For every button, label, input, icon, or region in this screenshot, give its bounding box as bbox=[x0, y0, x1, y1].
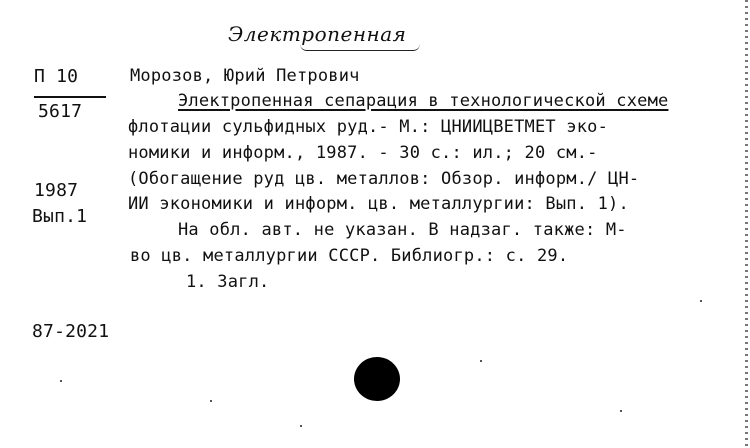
scan-speck bbox=[300, 425, 302, 427]
class-divider bbox=[34, 96, 106, 98]
scan-speck bbox=[480, 360, 482, 362]
year-label: 1987 bbox=[34, 180, 79, 201]
inventory-number: 5617 bbox=[38, 101, 83, 122]
author-heading: Морозов, Юрий Петрович bbox=[130, 66, 360, 86]
series-line-2: ИИ экономики и информ. цв. металлургии: Вып. 1). bbox=[128, 194, 629, 214]
scan-speck bbox=[620, 410, 622, 412]
scan-speck bbox=[60, 380, 62, 382]
accession-number: 87-2021 bbox=[32, 321, 110, 342]
card-edge bbox=[745, 0, 748, 448]
note-line-2: во цв. металлургии СССР. Библиогр.: с. 29. bbox=[130, 246, 569, 266]
series-line-1: (Обогащение руд цв. металлов: Обзор. информ./ ЦН- bbox=[128, 169, 640, 189]
tracing-line: 1. Загл. bbox=[186, 272, 270, 292]
scan-speck bbox=[700, 300, 702, 302]
title-line-1: Электропенная сепарация в технологической схеме bbox=[178, 91, 669, 111]
imprint-line: номики и информ., 1987. - 30 с.: ил.; 20 см.- bbox=[128, 143, 598, 163]
title-line-2: флотации сульфидных руд.- М.: ЦНИИЦВЕТМЕТ эко- bbox=[128, 117, 609, 137]
handwritten-note: Электропенная bbox=[228, 22, 407, 46]
handwritten-underline bbox=[300, 44, 420, 51]
note-line-1: На обл. авт. не указан. В надзаг. также: М- bbox=[178, 220, 627, 240]
punch-hole bbox=[354, 357, 400, 401]
class-code: П 10 bbox=[34, 66, 79, 87]
scan-speck bbox=[210, 400, 212, 402]
issue-label: Вып.1 bbox=[32, 206, 88, 227]
